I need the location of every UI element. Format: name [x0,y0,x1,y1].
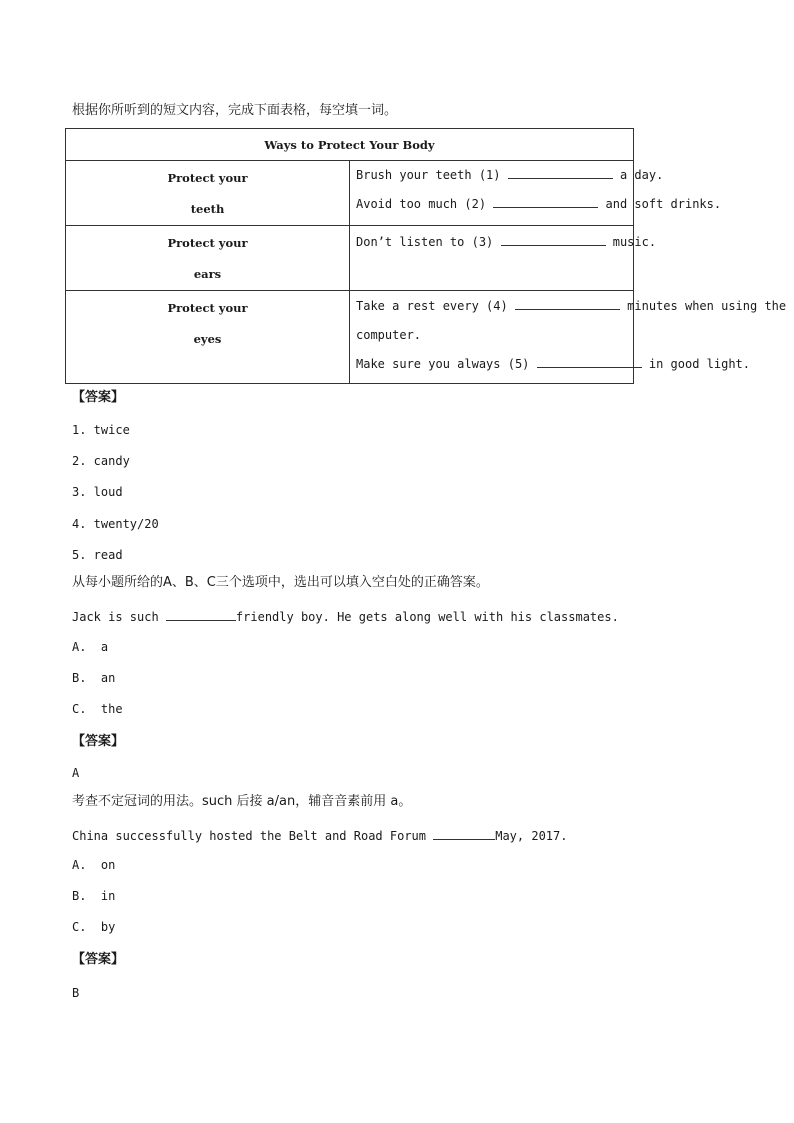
row-content-ears [350,226,657,291]
question-1: Jack is such friendly boy. He gets along well with his classmates. [72,610,619,624]
option-c[interactable]: C. the [72,702,123,716]
row-head-ears: Protect your ears [66,226,350,291]
option-a[interactable]: A. a [72,640,109,654]
explanation: 考查不定冠词的用法。such 后接 a/an，辅音音素前用 a。 [72,794,412,809]
mc-instruction: 从每小题所给的A、B、C三个选项中，选出可以填入空白处的正确答案。 [72,575,489,590]
blank-item-5: Make sure you always (5) in good light. [356,357,750,371]
blank-3[interactable] [501,234,606,246]
blank-5[interactable] [537,356,642,368]
option-b[interactable]: B. an [72,671,116,685]
blank-4[interactable] [515,298,620,310]
blank-item-2: Avoid too much (2) and soft drinks. [356,197,722,211]
answer-item: 1. twice [72,423,130,437]
table-row [66,226,634,291]
answer-value: B [72,986,80,1000]
ways-table [65,128,787,384]
answer-item: 2. candy [72,454,130,468]
blank-item-3: Don’t listen to (3) music. [356,235,657,249]
answer-label: 【答案】 [72,734,125,749]
blank-2[interactable] [493,196,598,208]
row-content-teeth [350,161,722,226]
table-row [66,161,634,226]
option-a[interactable]: A. on [72,858,116,872]
listening-instruction: 根据你所听到的短文内容，完成下面表格，每空填一词。 [72,103,398,118]
blank-item-1: Brush your teeth (1) a day. [356,168,664,182]
option-b[interactable]: B. in [72,889,116,903]
row-content-eyes [350,291,787,384]
table-row [66,291,634,384]
answer-value: A [72,766,80,780]
table-title: Ways to Protect Your Body [66,129,634,161]
row-head-teeth: Protect your teeth [66,161,350,226]
answer-item: 4. twenty/20 [72,517,159,531]
answer-label: 【答案】 [72,952,125,967]
blank-item-4: Take a rest every (4) minutes when using the [356,299,787,313]
blank-item-4-continuation: computer. [356,328,422,342]
question-2: China successfully hosted the Belt and Road Forum May, 2017. [72,829,568,843]
answer-item: 3. loud [72,485,123,499]
question-1-blank[interactable] [166,609,236,621]
option-c[interactable]: C. by [72,920,116,934]
row-head-eyes: Protect your eyes [66,291,350,384]
answer-item: 5. read [72,548,123,562]
blank-1[interactable] [508,167,613,179]
answer-label: 【答案】 [72,390,125,405]
question-2-blank[interactable] [433,828,495,840]
